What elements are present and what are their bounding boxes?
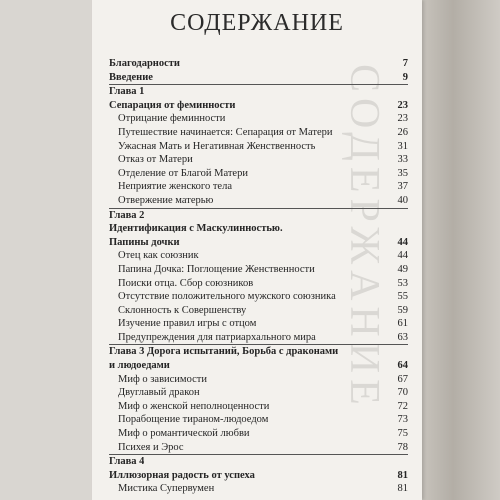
toc-entry-title: Отрицание феминности [118, 113, 226, 125]
toc-entry-page: 64 [397, 360, 408, 372]
toc-entry-page: 23 [397, 99, 408, 111]
toc-entry [109, 71, 408, 85]
toc-entry-title: Изучение правил игры с отцом [118, 318, 257, 330]
toc-entry [109, 277, 408, 291]
toc-entry-title: Миф о женской неполноценности [118, 400, 270, 412]
toc-entry-page: 75 [397, 428, 408, 440]
toc-entry-title: Склонность к Совершенству [118, 304, 247, 316]
toc-entry [109, 84, 408, 99]
toc-entry-title: Введение [109, 71, 153, 83]
toc-entry-page: 55 [397, 291, 408, 303]
toc-entry-page: 33 [397, 154, 408, 166]
toc-entry-title: Ужасная Мать и Негативная Женственность [118, 140, 316, 152]
toc-entry [109, 359, 408, 373]
toc-entry-title: Глава 4 [109, 456, 145, 468]
toc-entry-page: 44 [397, 236, 408, 248]
toc-entry-title: Отказ от Матери [118, 154, 193, 166]
toc-entry-page: 67 [397, 373, 408, 385]
toc-entry [109, 208, 408, 223]
toc-entry-title: Глава 1 [109, 86, 145, 98]
toc-entry-title: Идентификация с Маскулинностью. [109, 223, 283, 235]
toc-entry-page: 31 [397, 140, 408, 152]
toc-entry [109, 167, 408, 181]
toc-entry-page: 59 [397, 304, 408, 316]
show-through-text: СОДЕРЖАНИЕ [341, 64, 387, 411]
toc-entry-page: 7 [402, 58, 408, 69]
toc-entry-title: Отвержение матерью [118, 194, 214, 206]
toc-entry-title: Миф о романтической любви [118, 428, 250, 440]
toc-entry [109, 454, 408, 469]
toc-entry [109, 373, 408, 387]
toc-entry [109, 126, 408, 140]
toc-entry [109, 344, 408, 359]
toc-entry-page: 53 [397, 277, 408, 289]
toc-entry-title: Психея и Эрос [118, 441, 184, 453]
toc-entry [109, 317, 408, 331]
toc-entry-title: Папина Дочка: Поглощение Женственности [118, 263, 315, 275]
toc-entry-title: Поиски отца. Сбор союзников [118, 277, 254, 289]
toc-entry-page: 40 [397, 194, 408, 206]
toc-entry [109, 249, 408, 263]
toc-entry-title: Предупреждения для патриархального мира [118, 331, 316, 343]
toc-entry-page: 72 [397, 400, 408, 412]
toc-entry-title: Иллюзорная радость от успеха [109, 469, 255, 481]
toc-entry-page: 81 [397, 469, 408, 481]
toc-entry-title: Двуглавый дракон [118, 387, 200, 399]
toc-entry [109, 441, 408, 455]
toc-entry [109, 427, 408, 441]
toc-entry-title: и людоедами [109, 360, 170, 372]
toc-entry [109, 99, 408, 113]
table-of-contents [109, 57, 408, 496]
toc-entry-title: Путешествие начинается: Сепарация от Матери [118, 126, 333, 138]
toc-entry [109, 140, 408, 154]
toc-entry-page: 61 [397, 318, 408, 330]
toc-entry [109, 222, 408, 236]
toc-entry [109, 263, 408, 277]
toc-entry [109, 482, 408, 496]
toc-entry-title: Неприятие женского тела [118, 181, 232, 193]
toc-entry-title: Глава 2 [109, 209, 145, 221]
toc-entry-page: 73 [397, 414, 408, 426]
toc-entry [109, 413, 408, 427]
toc-entry-page: 81 [397, 483, 408, 495]
toc-entry-title: Сепарация от феминности [109, 99, 236, 111]
toc-entry-title: Отец как союзник [118, 250, 199, 262]
toc-entry-page: 35 [397, 167, 408, 179]
toc-entry-title: Мистика Супервумен [118, 483, 215, 495]
toc-entry [109, 57, 408, 71]
toc-entry-page: 70 [397, 387, 408, 399]
toc-entry-title: Папины дочки [109, 236, 180, 248]
toc-entry [109, 400, 408, 414]
toc-entry [109, 180, 408, 194]
toc-entry-page: 37 [397, 181, 408, 193]
toc-entry [109, 236, 408, 250]
toc-entry-title: Порабощение тираном-людоедом [118, 414, 269, 426]
toc-entry-page: 44 [397, 250, 408, 262]
toc-entry [109, 331, 408, 345]
toc-entry [109, 290, 408, 304]
toc-entry [109, 112, 408, 126]
toc-entry-title: Отсутствие положительного мужского союзника [118, 291, 336, 303]
adjacent-page-edge [422, 0, 500, 500]
toc-entry-page: 63 [397, 331, 408, 343]
toc-entry [109, 194, 408, 208]
toc-entry [109, 386, 408, 400]
toc-entry-title: Миф о зависимости [118, 373, 207, 385]
toc-entry-title: Отделение от Благой Матери [118, 167, 248, 179]
toc-entry-page: 26 [397, 126, 408, 138]
page-title: СОДЕРЖАНИЕ [170, 10, 344, 36]
toc-entry-page: 49 [397, 263, 408, 275]
toc-entry-page: 9 [402, 71, 408, 83]
toc-entry-page: 23 [397, 113, 408, 125]
toc-entry-title: Благодарности [109, 58, 180, 69]
toc-entry [109, 469, 408, 483]
toc-entry-title: Глава 3 Дорога испытаний, Борьба с драконами [109, 346, 339, 358]
toc-entry [109, 304, 408, 318]
toc-entry [109, 153, 408, 167]
toc-entry-page: 78 [397, 441, 408, 453]
